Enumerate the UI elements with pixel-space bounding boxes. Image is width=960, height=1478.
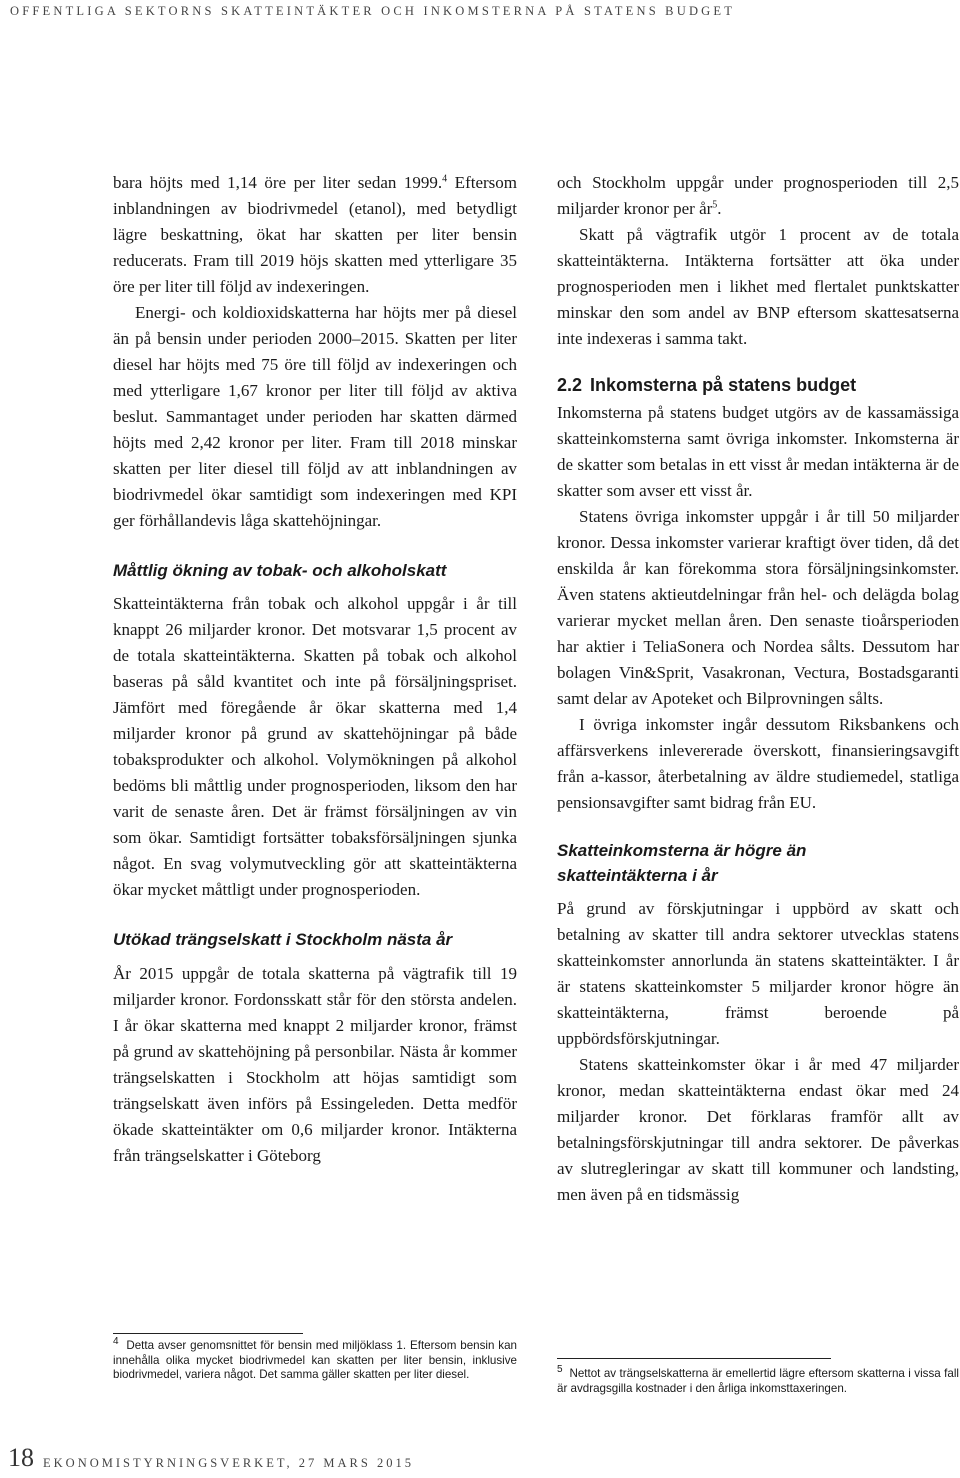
paragraph: År 2015 uppgår de totala skatterna på vägtrafik till 19 miljarder kronor. Fordonsskatt står för den största andelen. I år ökar skatterna med knappt 2 miljarder kronor, främst på grund av skattehöjning på personbilar. Nästa år kommer trängselskatten i Stockholm att höjas samtidigt som trängselskatt även införs på Essingeleden. Detta medför ökade skatteintäkter om 0,6 miljarder kronor. Intäkterna från trängselskatter i Göteborg xyxy=(113,964,517,1165)
paragraph xyxy=(557,170,959,222)
subheading-trangselskatt: Utökad trängselskatt i Stockholm nästa år xyxy=(113,930,453,949)
right-column xyxy=(557,170,959,1208)
paragraph: Energi- och koldioxidskatterna har höjts mer på diesel än på bensin under perioden 2000–2015. Skatten per liter diesel har höjts med 75 öre till följd av indexeringen och med ytterligare 1,67 kronor per liter till följd av aktiva beslut. Sammantaget under perioden har skatten därmed höjts med 2,42 kronor per liter. Fram till 2018 minskar skatten per liter diesel till följd av att inblandningen av biodrivmedel ökar samtidigt som indexeringen med KPI ger förhållandevis låga skattehöjningar. xyxy=(113,303,517,530)
paragraph-text: . xyxy=(717,199,722,218)
footnote-4 xyxy=(113,1336,517,1383)
paragraph: Skatt på vägtrafik utgör 1 procent av de totala skatteintäkterna. Intäkterna fortsätter att öka under prognosperioden men i likhet med flertalet punktskatter minskar den som andel av BNP eftersom skattesatserna inte indexeras i samma takt. xyxy=(557,225,959,348)
footnote-number: 4 xyxy=(113,1336,119,1348)
footnote-text: Detta avser genomsnittet för bensin med miljöklass 1. Eftersom bensin kan innehålla olika mycket biodrivmedel kan skatten per liter bensin, inklusive biodrivmedel, variera något. Det samma gäller skatten per liter diesel. xyxy=(113,1339,517,1381)
paragraph: Inkomsterna på statens budget utgörs av de kassamässiga skatteinkomsterna samt övriga inkomster. Inkomsterna är de skatter som betalas in ett visst år medan intäkterna är de skatter som avser ett visst år. xyxy=(557,403,959,500)
footnote-5 xyxy=(557,1364,959,1396)
paragraph: Statens övriga inkomster uppgår i år till 50 miljarder kronor. Dessa inkomster varierar kraftigt över tiden, då det enskilda år kan förekomma stora försäljningsinkomster. Även statens aktieutdelningar från hel- och delägda bolag varierar mycket mellan åren. Den senaste tioårsperioden har aktier i TeliaSonera och Nordea sålts. Dessutom har bolagen Vin&Sprit, Vasakronan, Vectura, Bostadsgaranti samt delar av Apoteket och Bilprovningen sålts. xyxy=(557,507,959,708)
section-number: 2.2 xyxy=(557,375,583,395)
paragraph-text: Eftersom inblandningen av biodrivmedel (etanol), med betydligt lägre beskattning, ökat har skatten per liter bensin reducerats. Fram till 2019 höjs skatten med ytterligare 35 öre per liter till följd av indexeringen. xyxy=(113,173,517,296)
page-number: 18 xyxy=(8,1443,34,1472)
paragraph: Statens skatteinkomster ökar i år med 47 miljarder kronor, medan skatteintäkterna endast ökar med 24 miljarder kronor. Det förklaras framför allt av betalningsförskjutningar till andra sektorer. De påverkas av slutregleringar av skatt till kommuner och landsting, men även på en tidsmässig xyxy=(557,1055,959,1204)
left-column xyxy=(113,170,517,1169)
section-heading xyxy=(557,372,959,398)
footnote-ref-5: 5 xyxy=(712,199,718,211)
footnote-separator xyxy=(113,1333,303,1334)
running-header: OFFENTLIGA SEKTORNS SKATTEINTÄKTER OCH INKOMSTERNA PÅ STATENS BUDGET xyxy=(10,4,736,18)
paragraph xyxy=(113,170,517,300)
footnote-number: 5 xyxy=(557,1364,563,1376)
paragraph: I övriga inkomster ingår dessutom Riksbankens och affärsverkens inlevererade överskott, finansieringsavgift från a-kassor, återbetalning av äldre studiemedel, statliga pensionsavgifter samt bidrag från EU. xyxy=(557,715,959,812)
footnote-ref-4: 4 xyxy=(442,173,448,185)
subheading-skatteinkomster xyxy=(557,838,959,888)
subheading-line: Skatteinkomsterna är högre än xyxy=(557,841,807,860)
footnote-text: Nettot av trängselskatterna är emellertid lägre eftersom skatterna i vissa fall är avdragsgilla kostnader i den årliga inkomsttaxeringen. xyxy=(557,1367,959,1395)
subheading-line: skatteintäkterna i år xyxy=(557,866,718,885)
subheading-tobak-alkohol: Måttlig ökning av tobak- och alkoholskatt xyxy=(113,561,447,580)
paragraph: Skatteintäkterna från tobak och alkohol uppgår i år till knappt 26 miljarder kronor. Det motsvarar 1,5 procent av de totala skatteintäkterna. Skatten på tobak och alkohol baseras på såld kvantitet och inte på försäljningspriset. Jämfört med föregående år ökar skatterna med 1,4 miljarder kronor på grund av skattehöjningar på både tobaksprodukter och alkohol. Volymökningen på alkohol bedöms bli måttlig under prognosperioden, liksom den har varit de senaste åren. Det är främst försäljningen av vin som ökar. Samtidigt fortsätter tobaksförsäljningen sjunka något. En svag volymutveckling gör att skatteintäkterna ökar mycket måttligt under prognosperioden. xyxy=(113,594,517,899)
footer-text: EKONOMISTYRNINGSVERKET, 27 MARS 2015 xyxy=(43,1456,414,1470)
paragraph-text: bara höjts med 1,14 öre per liter sedan 1999. xyxy=(113,173,443,192)
paragraph-text: och Stockholm uppgår under prognosperioden till 2,5 miljarder kronor per år xyxy=(557,173,959,218)
paragraph: På grund av förskjutningar i uppbörd av skatt och betalning av skatter till andra sektorer utvecklas statens skatteinkomster annorlunda än statens skatteintäkter. I år är statens skatteinkomster 5 miljarder kronor högre än skatteintäkterna, främst beroende på uppbördsförskjutningar. xyxy=(557,899,959,1048)
footnote-separator xyxy=(557,1358,831,1359)
section-title: Inkomsterna på statens budget xyxy=(590,375,857,395)
